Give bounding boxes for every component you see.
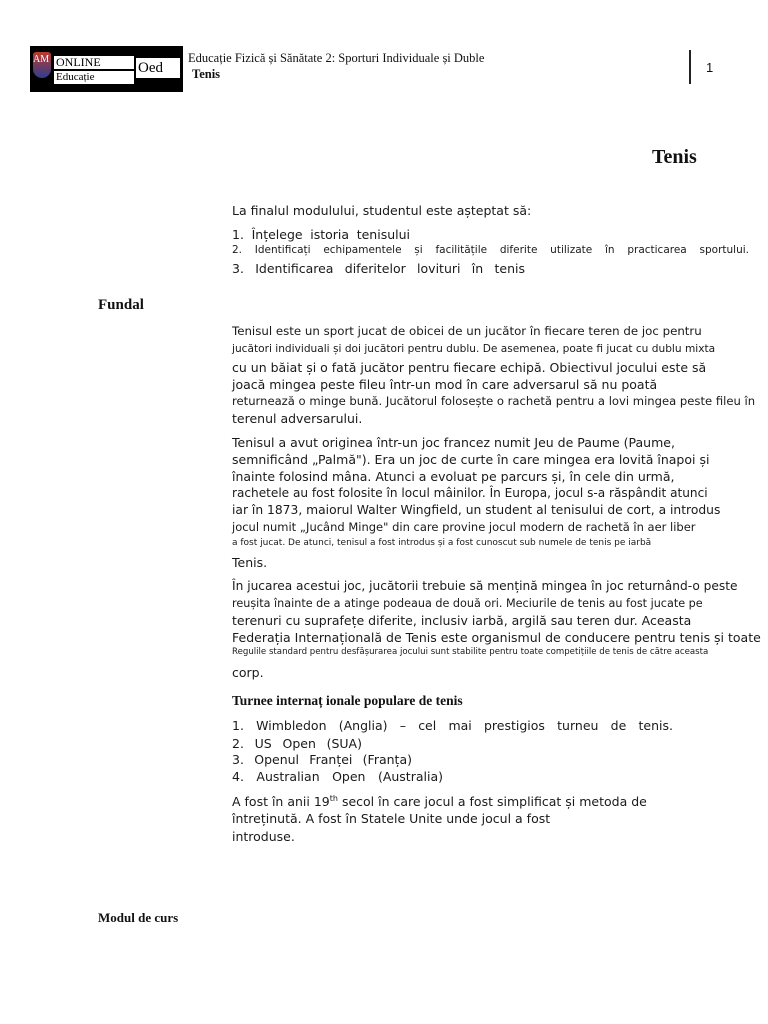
paragraph-line: Federația Internațională de Tenis este organismul de conducere pentru tenis și toate [232,630,761,645]
tournament-item: 3. Openul Franței (Franța) [232,752,412,767]
superscript-th: th [329,794,338,803]
paragraph-line: joacă mingea peste fileu într-un mod în care adversarul să nu poată [232,377,658,392]
paragraph-line: introduse. [232,829,295,844]
header-logo [30,46,183,92]
paragraph-line: Regulile standard pentru desfășurarea jocului sunt stabilite pentru toate competițiile de tenis de către aceasta [232,647,709,657]
paragraph-line: returnează o minge bună. Jucătorul folosește o rachetă pentru a lovi mingea peste fileu în [232,394,756,408]
paragraph-line: jocul numit „Jucând Minge" din care provine jocul modern de rachetă în aer liber [232,520,696,534]
logo-edu-text: Educație [54,71,134,84]
page-number: 1 [706,60,714,75]
closing-text: A fost în anii 19 [232,794,330,810]
paragraph-line: reușita înainte de a atinge podeaua de două ori. Meciurile de tenis au fost jucate pe [232,597,703,610]
section-heading-tournaments: Turnee internaț ionale populare de tenis [232,693,463,708]
paragraph-line: jucători individuali și doi jucători pentru dublu. De asemenea, poate fi jucat cu dublu mixta [232,343,716,355]
paragraph-line: cu un băiat și o fată jucător pentru fiecare echipă. Obiectivul jocului este să [232,360,707,375]
paragraph-line: iar în 1873, maiorul Walter Wingfield, un student al tenisului de cort, a introdus [232,503,721,517]
paragraph-line: terenul adversarului. [232,411,363,426]
objective-item: 1. Înțelege istoria tenisului [232,227,410,242]
objective-item: 2. Identificați echipamentele și facilitățile diferite utilizate în practicarea sportului. [232,244,749,256]
tournament-item: 1. Wimbledon (Anglia) – cel mai prestigios turneu de tenis. [232,718,673,733]
paragraph-line: Tenisul a avut originea într-un joc francez numit Jeu de Paume (Paume, [232,435,675,450]
page-title: Tenis [652,146,697,168]
paragraph-line: corp. [232,665,264,680]
logo-oed-text: Oed [136,58,180,78]
paragraph-line [232,794,647,809]
paragraph-line: Tenisul este un sport jucat de obicei de un jucător în fiecare teren de joc pentru [232,324,702,338]
paragraph-line: terenuri cu suprafețe diferite, inclusiv iarbă, argilă sau teren dur. Aceasta [232,613,692,628]
header-course-title: Educație Fizică și Sănătate 2: Sporturi Individuale și Duble [188,51,485,65]
tournament-item: 4. Australian Open (Australia) [232,769,443,784]
paragraph-line: rachetele au fost folosite în locul mâinilor. În Europa, jocul s-a răspândit atunci [232,486,708,500]
header-divider [689,50,691,84]
logo-am-text: AM [33,54,50,65]
paragraph-line: În jucarea acestui joc, jucătorii trebuie să mențină mingea în joc returnând-o peste [232,579,738,593]
objective-item: 3. Identificarea diferitelor lovituri în tenis [232,261,525,276]
header-subtitle: Tenis [192,67,221,81]
paragraph-line: înainte folosind mâna. Atunci a evoluat pe parcurs și, în cele din urmă, [232,469,675,484]
paragraph-line: Tenis. [232,555,268,570]
objectives-intro: La finalul modulului, studentul este așteptat să: [232,203,532,218]
tournament-item: 2. US Open (SUA) [232,736,362,751]
section-heading-course-module: Modul de curs [98,910,179,925]
closing-text: secol în care jocul a fost simplificat și metoda de [337,794,647,810]
paragraph-line: semnificând „Palmă"). Era un joc de curte în care mingea era lovită înapoi și [232,452,710,467]
paragraph-line: întreținută. A fost în Statele Unite unde jocul a fost [232,811,551,826]
logo-online-text: ONLINE [54,56,134,69]
section-heading-background: Fundal [98,297,144,313]
paragraph-line: a fost jucat. De atunci, tenisul a fost introdus și a fost cunoscut sub numele de tenis pe iarbă [232,538,652,548]
